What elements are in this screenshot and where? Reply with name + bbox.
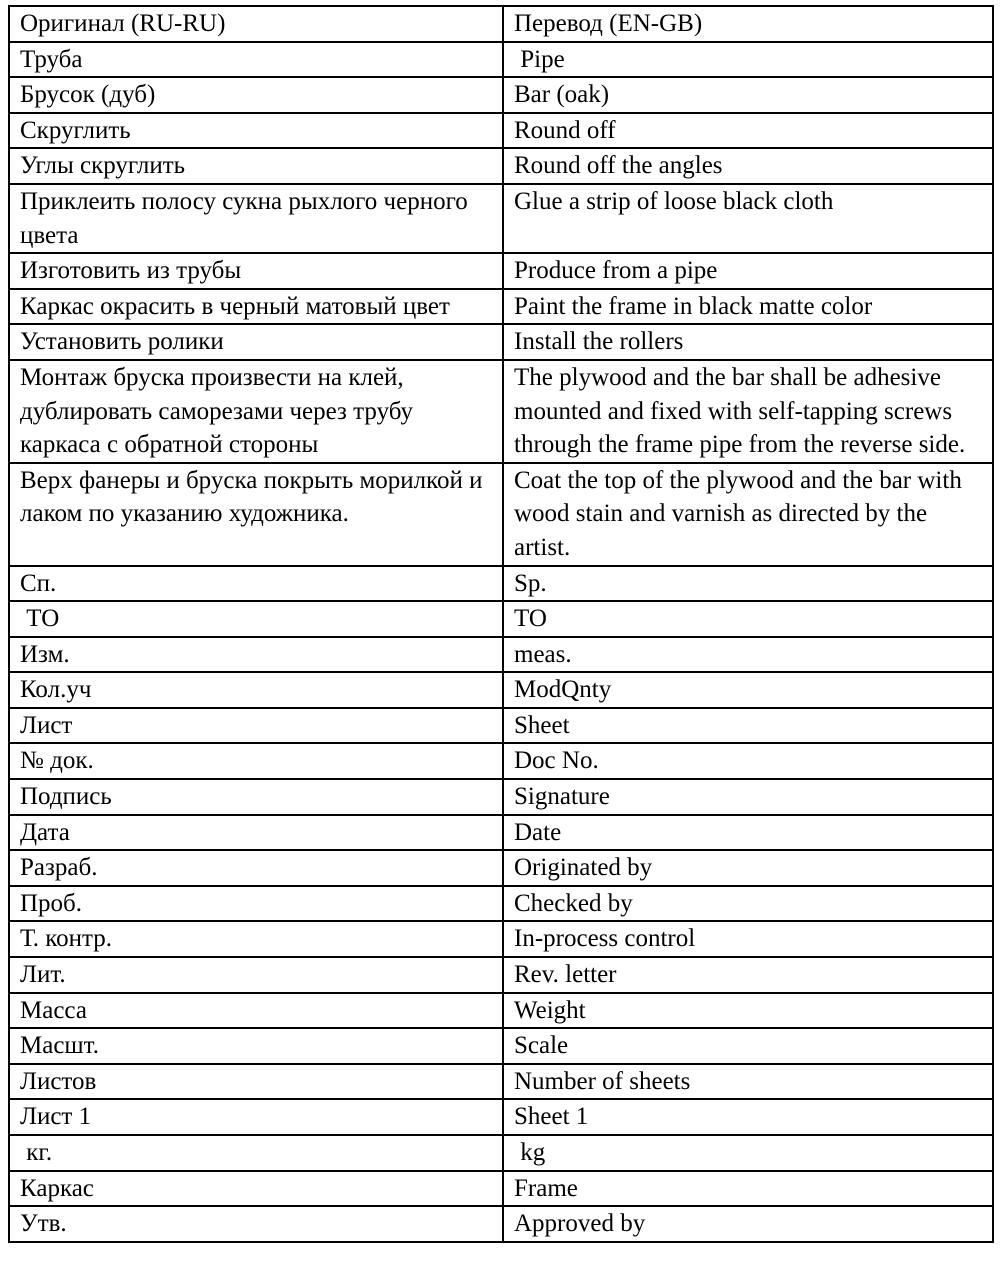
translation-cell: Frame [503,1171,993,1207]
translation-cell: Signature [503,779,993,815]
header-translation: Перевод (EN-GB) [503,6,993,42]
table-row [9,566,993,602]
table-row [9,184,993,253]
original-cell: Подпись [9,779,503,815]
translation-cell: Number of sheets [503,1064,993,1100]
table-row [9,672,993,708]
original-cell: Кол.уч [9,672,503,708]
table-row [9,708,993,744]
table-row [9,1099,993,1135]
table-row [9,113,993,149]
table-row [9,743,993,779]
table-row [9,1206,993,1242]
translation-cell: ModQnty [503,672,993,708]
table-row [9,779,993,815]
original-cell: Углы скруглить [9,148,503,184]
original-cell: Лист [9,708,503,744]
original-cell: Т. контр. [9,921,503,957]
translation-cell: Produce from a pipe [503,253,993,289]
original-cell: Лист 1 [9,1099,503,1135]
table-row [9,637,993,673]
translation-cell: Sheet 1 [503,1099,993,1135]
table-row [9,463,993,566]
translation-cell: Sp. [503,566,993,602]
original-cell: Труба [9,42,503,78]
original-cell: Масса [9,993,503,1029]
table-row [9,957,993,993]
translation-cell: Round off the angles [503,148,993,184]
original-cell: Приклеить полосу сукна рыхлого черного цвета [9,184,503,253]
original-cell: Скруглить [9,113,503,149]
translation-cell: meas. [503,637,993,673]
table-row [9,601,993,637]
original-cell: Изм. [9,637,503,673]
translation-cell: The plywood and the bar shall be adhesive mounted and fixed with self-tapping screws through the frame pipe from the reverse side. [503,360,993,463]
table-row [9,360,993,463]
translation-cell: Doc No. [503,743,993,779]
translation-table [8,5,994,1243]
table-row [9,886,993,922]
table-row [9,993,993,1029]
original-cell: Каркас [9,1171,503,1207]
header-original: Оригинал (RU-RU) [9,6,503,42]
table-row [9,77,993,113]
translation-cell: kg [503,1135,993,1171]
table-row [9,324,993,360]
translation-cell: Sheet [503,708,993,744]
original-cell: кг. [9,1135,503,1171]
original-cell: Лит. [9,957,503,993]
translation-cell: Date [503,815,993,851]
translation-cell: Checked by [503,886,993,922]
table-row [9,815,993,851]
translation-cell: Round off [503,113,993,149]
table-row [9,148,993,184]
table-body [9,42,993,1242]
original-cell: № док. [9,743,503,779]
original-cell: Разраб. [9,850,503,886]
original-cell: Каркас окрасить в черный матовый цвет [9,289,503,325]
translation-cell: Glue a strip of loose black cloth [503,184,993,253]
original-cell: Проб. [9,886,503,922]
table-row [9,1028,993,1064]
original-cell: Дата [9,815,503,851]
translation-cell: Install the rollers [503,324,993,360]
translation-cell: Scale [503,1028,993,1064]
table-row [9,1135,993,1171]
original-cell: Масшт. [9,1028,503,1064]
original-cell: Изготовить из трубы [9,253,503,289]
original-cell: Утв. [9,1206,503,1242]
table-header-row [9,6,993,42]
translation-cell: Rev. letter [503,957,993,993]
table-row [9,1064,993,1100]
translation-cell: Approved by [503,1206,993,1242]
translation-cell: TO [503,601,993,637]
translation-document [8,5,992,1243]
table-row [9,253,993,289]
table-row [9,850,993,886]
translation-cell: In-process control [503,921,993,957]
original-cell: Брусок (дуб) [9,77,503,113]
table-row [9,1171,993,1207]
translation-cell: Pipe [503,42,993,78]
translation-cell: Paint the frame in black matte color [503,289,993,325]
table-row [9,289,993,325]
original-cell: Листов [9,1064,503,1100]
table-row [9,42,993,78]
translation-cell: Weight [503,993,993,1029]
translation-cell: Originated by [503,850,993,886]
original-cell: ТО [9,601,503,637]
table-row [9,921,993,957]
translation-cell: Coat the top of the plywood and the bar with wood stain and varnish as directed by the artist. [503,463,993,566]
original-cell: Верх фанеры и бруска покрыть морилкой и лаком по указанию художника. [9,463,503,566]
original-cell: Монтаж бруска произвести на клей, дублировать саморезами через трубу каркаса с обратной стороны [9,360,503,463]
original-cell: Установить ролики [9,324,503,360]
translation-cell: Bar (oak) [503,77,993,113]
original-cell: Сп. [9,566,503,602]
